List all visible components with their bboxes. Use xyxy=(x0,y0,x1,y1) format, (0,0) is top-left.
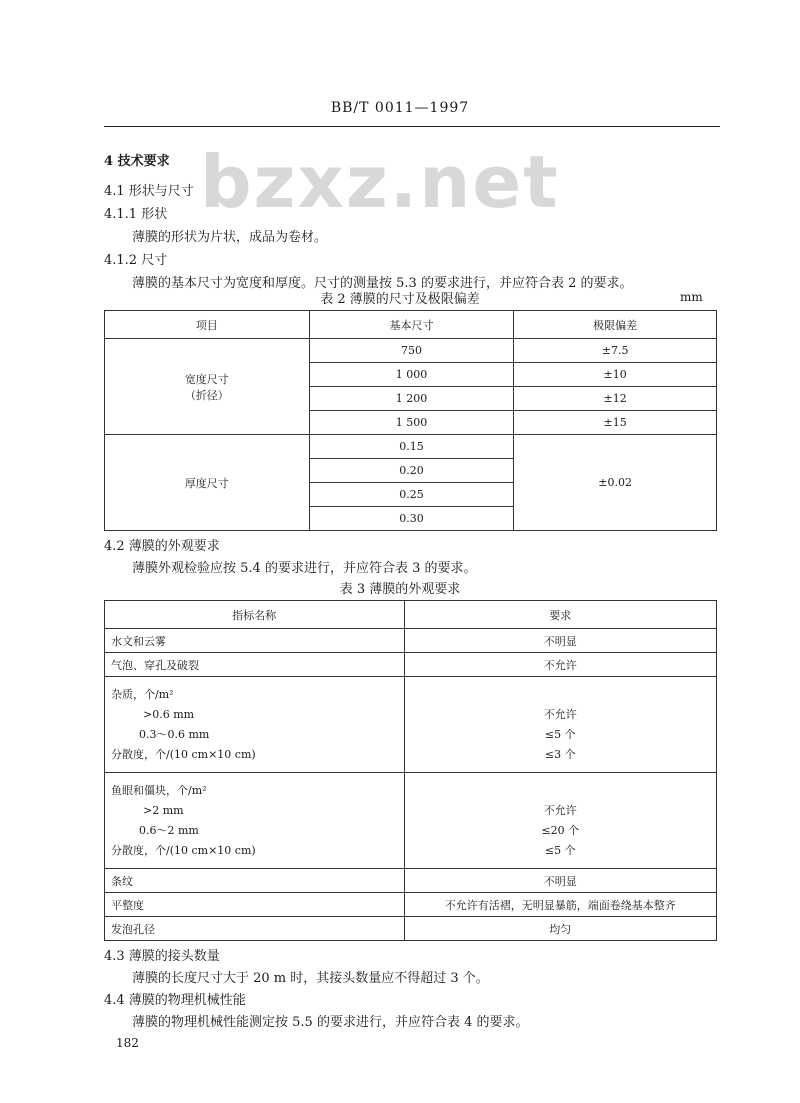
section-4-4-text: 薄膜的物理机械性能测定按 5.5 的要求进行，并应符合表 4 的要求。 xyxy=(132,1015,529,1030)
header-rule xyxy=(104,126,720,127)
table3-fisheye-req xyxy=(404,773,716,869)
table2-caption: 表 2 薄膜的尺寸及极限偏差 xyxy=(320,292,480,307)
table2-unit: mm xyxy=(680,290,703,304)
table3-row-name: 发泡孔径 xyxy=(105,917,405,941)
table3-impurity-req xyxy=(404,677,716,773)
section-4-3-heading: 4.3 薄膜的接头数量 xyxy=(104,949,220,964)
table2-header-item: 项目 xyxy=(105,311,310,339)
table3 xyxy=(104,600,717,941)
table2-width-size: 1 200 xyxy=(309,387,514,411)
section-4-3-text: 薄膜的长度尺寸大于 20 m 时，其接头数量应不得超过 3 个。 xyxy=(132,971,489,986)
table2-width-size: 1 500 xyxy=(309,411,514,435)
fisheye-v3: ≤5 个 xyxy=(544,843,576,857)
width-label-text: 宽度尺寸 xyxy=(184,372,229,386)
section-4-1-heading: 4.1 形状与尺寸 xyxy=(104,184,194,199)
impurity-line3: 分散度，个/(10 cm×10 cm) xyxy=(111,747,256,761)
impurity-line1: >0.6 mm xyxy=(143,707,195,721)
impurity-title: 杂质，个/m² xyxy=(111,687,174,701)
table2-width-tol: ±10 xyxy=(514,363,717,387)
table2-width-tol: ±12 xyxy=(514,387,717,411)
table2-thickness-size: 0.15 xyxy=(309,435,514,459)
table2-width-size: 1 000 xyxy=(309,363,514,387)
table3-row-req: 不明显 xyxy=(404,629,716,653)
table3-row-name: 水文和云雾 xyxy=(105,629,405,653)
table3-impurity-cell xyxy=(105,677,405,773)
section-4-2-heading: 4.2 薄膜的外观要求 xyxy=(104,539,220,554)
table3-row-name: 气泡、穿孔及破裂 xyxy=(105,653,405,677)
table2-thickness-size: 0.25 xyxy=(309,483,514,507)
table3-fisheye-cell xyxy=(105,773,405,869)
table3-header-req: 要求 xyxy=(404,601,716,629)
fisheye-line3: 分散度，个/(10 cm×10 cm) xyxy=(111,843,256,857)
fisheye-v1: 不允许 xyxy=(543,803,577,817)
section-4-1-1-heading: 4.1.1 形状 xyxy=(104,207,168,222)
watermark: bzxz.net xyxy=(200,140,560,224)
fisheye-line1: >2 mm xyxy=(143,803,184,817)
table3-row-req: 不允许有活褶，无明显暴筋，端面卷绕基本整齐 xyxy=(404,893,716,917)
table3-row-req: 均匀 xyxy=(404,917,716,941)
fisheye-title: 鱼眼和僵块，个/m² xyxy=(111,783,207,797)
table3-row-name: 平整度 xyxy=(105,893,405,917)
table2 xyxy=(104,310,717,531)
table2-width-label xyxy=(105,339,310,435)
section-4-1-1-text: 薄膜的形状为片状，成品为卷材。 xyxy=(132,230,328,245)
section-4-1-2-text: 薄膜的基本尺寸为宽度和厚度。尺寸的测量按 5.3 的要求进行，并应符合表 2 的要求。 xyxy=(132,276,633,291)
table2-width-size: 750 xyxy=(309,339,514,363)
table2-width-tol: ±7.5 xyxy=(514,339,717,363)
table3-row-req: 不允许 xyxy=(404,653,716,677)
width-label-sub: （折径） xyxy=(184,388,229,402)
table2-thickness-tol: ±0.02 xyxy=(514,435,717,531)
table2-thickness-label: 厚度尺寸 xyxy=(105,435,310,531)
fisheye-v2: ≤20 个 xyxy=(541,823,580,837)
table3-caption: 表 3 薄膜的外观要求 xyxy=(339,582,461,597)
section-4-1-2-heading: 4.1.2 尺寸 xyxy=(104,253,168,268)
table2-thickness-size: 0.20 xyxy=(309,459,514,483)
section-4-4-heading: 4.4 薄膜的物理机械性能 xyxy=(104,993,246,1008)
impurity-v1: 不允许 xyxy=(543,707,577,721)
table2-header-tolerance: 极限偏差 xyxy=(514,311,717,339)
section-4-heading: 4 技术要求 xyxy=(104,154,170,169)
impurity-v3: ≤3 个 xyxy=(544,747,576,761)
fisheye-line2: 0.6～2 mm xyxy=(139,823,199,837)
standard-code: BB/T 0011—1997 xyxy=(330,100,470,116)
table3-header-name: 指标名称 xyxy=(105,601,405,629)
table3-row-req: 不明显 xyxy=(404,869,716,893)
table2-width-tol: ±15 xyxy=(514,411,717,435)
impurity-line2: 0.3～0.6 mm xyxy=(139,727,210,741)
page-number: 182 xyxy=(116,1036,139,1050)
section-4-2-text: 薄膜外观检验应按 5.4 的要求进行，并应符合表 3 的要求。 xyxy=(132,561,477,576)
impurity-v2: ≤5 个 xyxy=(544,727,576,741)
table2-thickness-size: 0.30 xyxy=(309,507,514,531)
table3-row-name: 条纹 xyxy=(105,869,405,893)
table2-header-size: 基本尺寸 xyxy=(309,311,514,339)
